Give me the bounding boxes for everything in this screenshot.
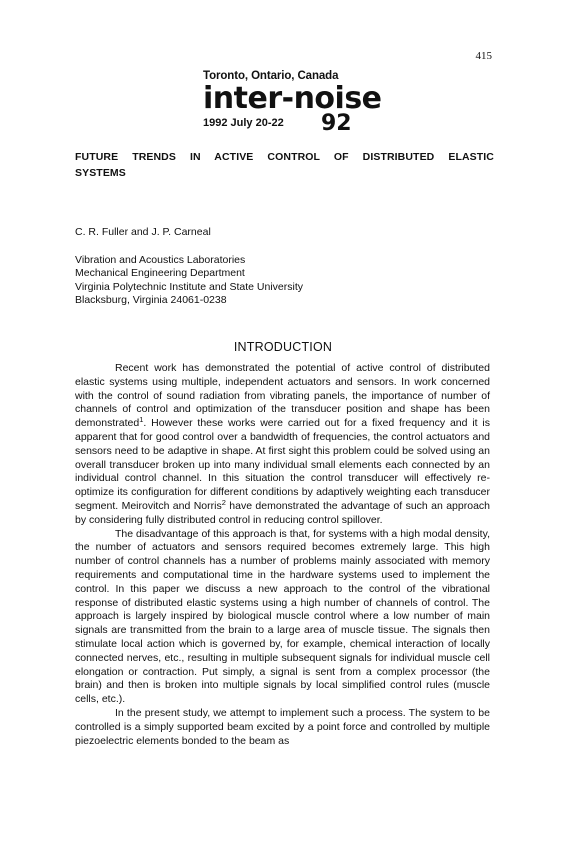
affiliation-line: Mechanical Engineering Department (75, 267, 245, 280)
paragraph-text: have demonstrated the advantage of such an approach by considering fully distributed control in reducing control spillover. (75, 499, 490, 526)
paragraph: In the present study, we attempt to implement such a process. The system to be controlled is a simply supported beam excited by a point force and controlled by multiple piezoelectric elements bonded to the beam as (75, 706, 490, 747)
conference-date: 1992 July 20-22 (203, 117, 284, 129)
paper-authors: C. R. Fuller and J. P. Carneal (75, 226, 211, 238)
reference-superscript: 2 (221, 497, 226, 507)
paragraph-text: Recent work has demonstrated the potential of active control of distributed elastic systems using multiple, independent actuators and sensors. In work concerned with the control of sound radiation from vibrating panels, the importance of number of channels of control and optimization of the transducer position and shape has been demonstrated (75, 362, 490, 430)
conference-date-row (203, 113, 393, 135)
author-affiliation (75, 254, 303, 307)
conference-location: Toronto, Ontario, Canada (203, 70, 339, 82)
affiliation-line: Vibration and Acoustics Laboratories (75, 254, 246, 266)
paper-title: FUTURE TRENDS IN ACTIVE CONTROL OF DISTRIBUTED ELASTIC SYSTEMS (75, 151, 494, 179)
reference-superscript: 1 (139, 415, 144, 425)
paragraph (75, 362, 490, 528)
paragraph-text: . However these works were carried out for a fixed frequency and it is apparent that for good control over a bandwidth of frequencies, the control actuators and sensors need to be adaptive in shape. At first sight this problem could be solved using an overall transducer broken up into many individual small elements each connected by an individual control channel. In this situation the control transducer will effectively re-optimize its configuration for different conditions by adaptively weighting each transducer segment. Meirovitch and Norris (75, 417, 490, 512)
section-heading: INTRODUCTION (233, 340, 333, 354)
paragraph: The disadvantage of this approach is that, for systems with a high modal density, the number of actuators and sensors required becomes extremely large. This high number of control channels has a number of problems mainly associated with memory requirements and computational time in the hardware systems used to implement the control. In this paper we discuss a new approach to the control of the vibrational response of distributed elastic systems using a high number of channels of control. The approach is largely inspired by biological muscle control where a low number of main signals are transmitted from the brain to a large area of muscle tissue. The signals then stimulate local action which is governed by, for example, chemical interaction of locally connected nerves, etc., resulting in multiple subsequent signals for individual muscle cell elongation or contraction. Put simply, a signal is sent from a complex processor (the brain) and then is broken into multiple signals by local simplified control rules (muscle cells, etc.). (75, 527, 490, 706)
affiliation-line: Blacksburg, Virginia 24061-0238 (75, 293, 227, 306)
conference-year-logo: 92 (321, 111, 352, 136)
affiliation-line: Virginia Polytechnic Institute and State University (75, 280, 304, 293)
conference-header (203, 70, 393, 135)
body-text (75, 362, 490, 748)
conference-logo: inter-noise (203, 81, 382, 116)
page-number: 415 (475, 50, 492, 62)
